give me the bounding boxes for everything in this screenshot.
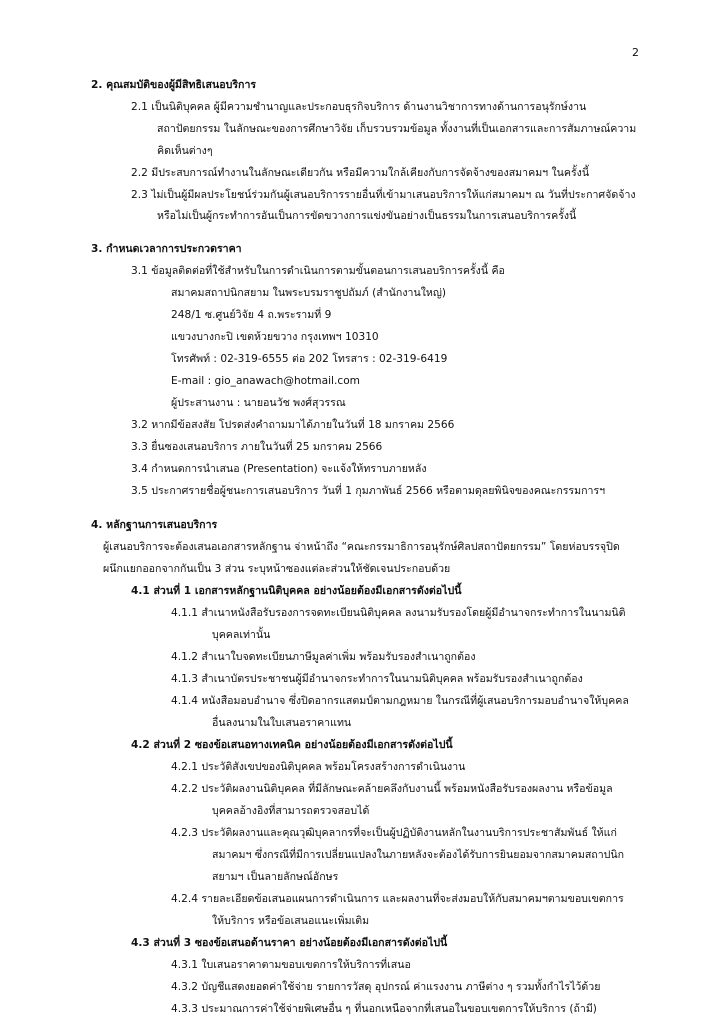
item-4-2-3-line-3: สยามฯ เป็นลายลักษณ์อักษร bbox=[212, 871, 339, 883]
part-1-heading: 4.1 ส่วนที่ 1 เอกสารหลักฐานนิติบุคคล อย่างน้อยต้องมีเอกสารดังต่อไปนี้ bbox=[131, 585, 462, 597]
section-2-item-3-line-2: หรือไม่เป็นผู้กระทำการอันเป็นการขัดขวางการแข่งขันอย่างเป็นธรรมในการเสนอบริการครั้งนี้ bbox=[157, 210, 577, 222]
item-4-2-1: 4.2.1 ประวัติสังเขปของนิติบุคคล พร้อมโครงสร้างการดำเนินงาน bbox=[171, 761, 466, 773]
contact-email: E-mail : gio_anawach@hotmail.com bbox=[171, 375, 360, 387]
item-4-2-4-line-2: ให้บริการ หรือข้อเสนอแนะเพิ่มเติม bbox=[212, 915, 370, 927]
item-4-1-3: 4.1.3 สำเนาบัตรประชาชนผู้มีอำนาจกระทำการในนามนิติบุคคล พร้อมรับรองสำเนาถูกต้อง bbox=[171, 673, 583, 685]
section-3-item-2: 3.2 หากมีข้อสงสัย โปรดส่งคำถามมาได้ภายในวันที่ 18 มกราคม 2566 bbox=[131, 419, 455, 431]
section-2-item-2: 2.2 มีประสบการณ์ทำงานในลักษณะเดียวกัน หรือมีความใกล้เคียงกับการจัดจ้างของสมาคมฯ ในครั้งนี้ bbox=[131, 167, 590, 179]
section-3-heading: 3. กำหนดเวลาการประกวดราคา bbox=[91, 243, 242, 255]
section-4-heading: 4. หลักฐานการเสนอบริการ bbox=[91, 519, 218, 531]
section-2-heading: 2. คุณสมบัติของผู้มีสิทธิเสนอบริการ bbox=[91, 79, 257, 91]
item-4-3-1: 4.3.1 ใบเสนอราคาตามขอบเขตการให้บริการที่เสนอ bbox=[171, 959, 411, 971]
item-4-1-4-line-2: อื่นลงนามในใบเสนอราคาแทน bbox=[212, 717, 352, 729]
section-3-item-3: 3.3 ยื่นซองเสนอบริการ ภายในวันที่ 25 มกราคม 2566 bbox=[131, 441, 383, 453]
section-2-item-1-line-1: 2.1 เป็นนิติบุคคล ผู้มีความชำนาญและประกอบธุรกิจบริการ ด้านงานวิชาการทางด้านการอนุรักษ์งาน bbox=[131, 101, 587, 113]
item-4-2-3-line-1: 4.2.3 ประวัติผลงานและคุณวุฒิบุคลากรที่จะเป็นผู้ปฏิบัติงานหลักในงานบริการประชาสัมพันธ์ ให้แก่ bbox=[171, 827, 617, 839]
item-4-3-3: 4.3.3 ประมาณการค่าใช้จ่ายพิเศษอื่น ๆ ที่นอกเหนือจากที่เสนอในขอบเขตการให้บริการ (ถ้ามี) bbox=[171, 1003, 597, 1015]
item-4-3-2: 4.3.2 บัญชีแสดงยอดค่าใช้จ่าย รายการวัสดุ อุปกรณ์ ค่าแรงงาน ภาษีต่าง ๆ รวมทั้งกำไรไว้ด้วย bbox=[171, 981, 601, 993]
section-4-intro-line-2: ผนึกแยกออกจากกันเป็น 3 ส่วน ระบุหน้าซองแต่ละส่วนให้ชัดเจนประกอบด้วย bbox=[103, 563, 451, 575]
contact-address-1: 248/1 ซ.ศูนย์วิจัย 4 ถ.พระรามที่ 9 bbox=[171, 309, 332, 321]
item-4-1-4-line-1: 4.1.4 หนังสือมอบอำนาจ ซึ่งปิดอากรแสตมป์ตามกฎหมาย ในกรณีที่ผู้เสนอบริการมอบอำนาจให้บุคคล bbox=[171, 695, 629, 707]
section-3-item-5: 3.5 ประกาศรายชื่อผู้ชนะการเสนอบริการ วันที่ 1 กุมภาพันธ์ 2566 หรือตามดุลยพินิจของคณะกรรมการฯ bbox=[131, 485, 606, 497]
part-2-heading: 4.2 ส่วนที่ 2 ซองข้อเสนอทางเทคนิค อย่างน้อยต้องมีเอกสารดังต่อไปนี้ bbox=[131, 739, 453, 751]
item-4-2-2-line-1: 4.2.2 ประวัติผลงานนิติบุคคล ที่มีลักษณะคล้ายคลึงกับงานนี้ พร้อมหนังสือรับรองผลงาน หรือข้อมูล bbox=[171, 783, 613, 795]
page-number: 2 bbox=[632, 46, 639, 59]
item-4-2-2-line-2: บุคคลอ้างอิงที่สามารถตรวจสอบได้ bbox=[212, 805, 370, 817]
section-3-item-4: 3.4 กำหนดการนำเสนอ (Presentation) จะแจ้งให้ทราบภายหลัง bbox=[131, 463, 427, 475]
contact-coordinator: ผู้ประสานงาน : นายอนวัช พงศ์สุวรรณ bbox=[171, 397, 346, 409]
item-4-2-3-line-2: สมาคมฯ ซึ่งกรณีที่มีการเปลี่ยนแปลงในภายหลังจะต้องได้รับการยินยอมจากสมาคมสถาปนิก bbox=[212, 849, 625, 861]
section-4-intro-line-1: ผู้เสนอบริการจะต้องเสนอเอกสารหลักฐาน จ่าหน้าถึง “คณะกรรมาธิการอนุรักษ์ศิลปสถาปัตยกรรม” โดยห่อบรรจุปิด bbox=[103, 541, 620, 553]
item-4-1-2: 4.1.2 สำเนาใบจดทะเบียนภาษีมูลค่าเพิ่ม พร้อมรับรองสำเนาถูกต้อง bbox=[171, 651, 476, 663]
item-4-1-1-line-1: 4.1.1 สำเนาหนังสือรับรองการจดทะเบียนนิติบุคคล ลงนามรับรองโดยผู้มีอำนาจกระทำการในนามนิติ bbox=[171, 607, 626, 619]
item-4-1-1-line-2: บุคคลเท่านั้น bbox=[212, 629, 271, 641]
contact-address-2: แขวงบางกะปิ เขตห้วยขวาง กรุงเทพฯ 10310 bbox=[171, 331, 379, 343]
section-2-item-3-line-1: 2.3 ไม่เป็นผู้มีผลประโยชน์ร่วมกันผู้เสนอบริการรายอื่นที่เข้ามาเสนอบริการให้แก่สมาคมฯ ณ วันที่ประกาศจัดจ้าง bbox=[131, 189, 636, 201]
item-4-2-4-line-1: 4.2.4 รายละเอียดข้อเสนอแผนการดำเนินการ และผลงานที่จะส่งมอบให้กับสมาคมฯตามขอบเขตการ bbox=[171, 893, 624, 905]
section-2-item-1-line-3: คิดเห็นต่างๆ bbox=[157, 145, 213, 157]
section-2-item-1-line-2: สถาปัตยกรรม ในลักษณะของการศึกษาวิจัย เก็บรวบรวมข้อมูล ทั้งงานที่เป็นเอกสารและการสัมภาษณ์ความ bbox=[157, 123, 637, 135]
part-3-heading: 4.3 ส่วนที่ 3 ซองข้อเสนอด้านราคา อย่างน้อยต้องมีเอกสารดังต่อไปนี้ bbox=[131, 937, 448, 949]
contact-org: สมาคมสถาปนิกสยาม ในพระบรมราชูปถัมภ์ (สำนักงานใหญ่) bbox=[171, 287, 447, 299]
section-3-item-1: 3.1 ข้อมูลติดต่อที่ใช้สำหรับในการดำเนินการตามขั้นตอนการเสนอบริการครั้งนี้ คือ bbox=[131, 265, 505, 277]
contact-phone: โทรศัพท์ : 02-319-6555 ต่อ 202 โทรสาร : 02-319-6419 bbox=[171, 353, 448, 365]
